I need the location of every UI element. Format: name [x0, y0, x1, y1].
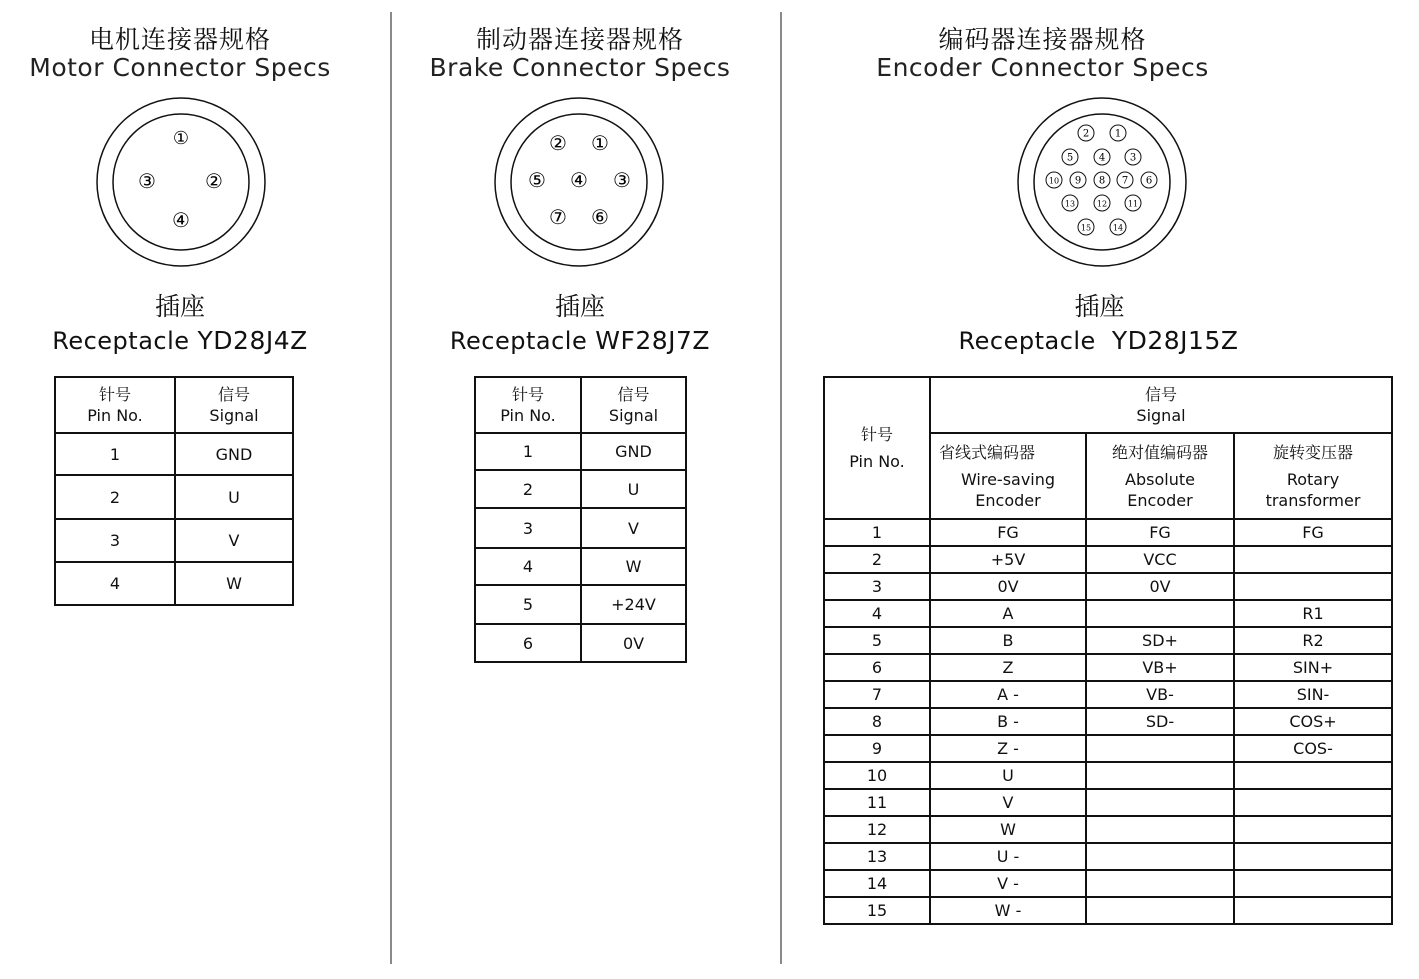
encoder-pin-8: 8: [1098, 175, 1106, 187]
table-row: [824, 708, 1392, 735]
encoder-pin-11: 11: [1127, 199, 1139, 209]
divider-left: [390, 12, 392, 964]
signal-cell: SD+: [1086, 627, 1234, 654]
column-header-wire-saving: 省线式编码器 Wire-saving Encoder: [930, 433, 1086, 519]
signal-cell: 0V: [930, 573, 1086, 600]
signal-cell: FG: [1234, 519, 1392, 546]
signal-cell: +5V: [930, 546, 1086, 573]
table-row: 4 W: [55, 562, 293, 605]
pin-cell: 14: [824, 870, 930, 897]
pin-header: 针号 Pin No.: [824, 377, 930, 519]
table-row: [824, 600, 1392, 627]
signal-cell: VB+: [1086, 654, 1234, 681]
signal-cell: COS-: [1234, 735, 1392, 762]
brake-model: WF28J7Z: [595, 326, 711, 355]
brake-title-cn: 制动器连接器规格: [475, 25, 684, 54]
brake-pin-3: ③: [613, 168, 631, 192]
pin-cell: 8: [824, 708, 930, 735]
motor-title-cn: 电机连接器规格: [88, 25, 271, 54]
encoder-pin-1: 1: [1114, 128, 1122, 140]
signal-cell: [1086, 762, 1234, 789]
brake-pin-table: [474, 376, 687, 663]
pin-cell: 7: [824, 681, 930, 708]
signal-cell: [1086, 816, 1234, 843]
motor-pin-4: ④: [172, 208, 190, 232]
table-row: 3 V: [55, 519, 293, 562]
signal-header: 信号 Signal: [175, 377, 293, 433]
encoder-pin-15: 15: [1080, 223, 1092, 233]
motor-receptacle: [0, 326, 360, 355]
table-row: [824, 870, 1392, 897]
pin-cell: 12: [824, 816, 930, 843]
encoder-connector-panel: [790, 0, 1419, 979]
brake-pin-2: ②: [549, 131, 567, 155]
signal-cell: A: [930, 600, 1086, 627]
motor-receptacle-label: Receptacle: [52, 327, 190, 355]
signal-cell: W: [930, 816, 1086, 843]
pin-cell: 3: [824, 573, 930, 600]
pin-header: 针号 Pin No.: [475, 377, 581, 433]
signal-cell: [1086, 789, 1234, 816]
signal-cell: Z -: [930, 735, 1086, 762]
motor-pin-table: [54, 376, 294, 606]
brake-receptacle: [400, 326, 760, 355]
brake-connector-panel: [400, 0, 760, 979]
pin-cell: 10: [824, 762, 930, 789]
motor-pin-1: ①: [172, 128, 190, 149]
signal-header: 信号 Signal: [581, 377, 686, 433]
encoder-pin-3: 3: [1129, 152, 1137, 164]
column-header-absolute: 绝对值编码器 Absolute Encoder: [1086, 433, 1234, 519]
signal-cell: [1234, 789, 1392, 816]
table-row: [824, 789, 1392, 816]
table-row: [824, 816, 1392, 843]
brake-receptacle-label: Receptacle: [449, 327, 588, 355]
pin-cell: 13: [824, 843, 930, 870]
signal-cell: [1086, 870, 1234, 897]
motor-title-en: Motor Connector Specs: [29, 53, 331, 82]
table-row: [824, 546, 1392, 573]
brake-pin-5: ⑤: [528, 168, 546, 192]
table-row: 1 GND: [475, 433, 686, 470]
pin-cell: 2: [824, 546, 930, 573]
table-row: [824, 735, 1392, 762]
brake-pin-1: ①: [591, 131, 609, 155]
table-row: [824, 762, 1392, 789]
encoder-title-en: Encoder Connector Specs: [876, 53, 1209, 82]
signal-cell: V: [930, 789, 1086, 816]
signal-cell: R2: [1234, 627, 1392, 654]
signal-cell: VCC: [1086, 546, 1234, 573]
brake-connector-diagram: [493, 96, 665, 268]
signal-cell: [1086, 897, 1234, 924]
motor-pin-2: ②: [205, 169, 223, 193]
motor-pin-3: ③: [138, 169, 156, 193]
signal-cell: [1234, 816, 1392, 843]
encoder-pin-5: 5: [1066, 152, 1074, 164]
signal-cell: COS+: [1234, 708, 1392, 735]
signal-cell: SIN+: [1234, 654, 1392, 681]
encoder-pin-6: 6: [1145, 175, 1153, 187]
pin-cell: 9: [824, 735, 930, 762]
encoder-pin-10: 10: [1048, 176, 1060, 186]
motor-connector-diagram: [95, 96, 267, 268]
signal-cell: [1234, 897, 1392, 924]
table-row: 2 U: [475, 470, 686, 508]
encoder-connector-diagram: [1016, 96, 1188, 268]
encoder-model: YD28J15Z: [1111, 326, 1239, 355]
motor-connector-panel: [0, 0, 360, 979]
pin-cell: 1: [824, 519, 930, 546]
signal-cell: [1234, 762, 1392, 789]
brake-receptacle-cn: 插座: [554, 292, 605, 321]
pin-cell: 5: [824, 627, 930, 654]
signal-cell: Z: [930, 654, 1086, 681]
signal-cell: [1234, 870, 1392, 897]
table-row: [824, 681, 1392, 708]
encoder-pin-12: 12: [1096, 199, 1108, 209]
table-row: [824, 573, 1392, 600]
signal-cell: [1086, 843, 1234, 870]
motor-receptacle-cn: 插座: [154, 292, 205, 321]
table-row: 4 W: [475, 548, 686, 585]
brake-pin-4: ④: [570, 168, 588, 192]
signal-cell: [1086, 735, 1234, 762]
encoder-pin-table: [823, 376, 1393, 925]
signal-cell: 0V: [1086, 573, 1234, 600]
signal-cell: [1234, 843, 1392, 870]
table-row: 2 U: [55, 475, 293, 519]
pin-cell: 15: [824, 897, 930, 924]
brake-title-en: Brake Connector Specs: [429, 53, 731, 82]
signal-cell: U -: [930, 843, 1086, 870]
encoder-pin-2: 2: [1082, 128, 1090, 140]
signal-cell: [1234, 546, 1392, 573]
signal-cell: V -: [930, 870, 1086, 897]
signal-cell: FG: [1086, 519, 1234, 546]
table-row: [824, 843, 1392, 870]
signal-cell: B: [930, 627, 1086, 654]
signal-cell: U: [930, 762, 1086, 789]
encoder-receptacle: [790, 326, 1407, 355]
signal-cell: [1086, 600, 1234, 627]
pin-cell: 4: [824, 600, 930, 627]
table-row: 6 0V: [475, 624, 686, 662]
signal-header: 信号 Signal: [930, 377, 1392, 433]
signal-cell: W -: [930, 897, 1086, 924]
divider-right: [780, 12, 782, 964]
table-row: 1 GND: [55, 433, 293, 475]
motor-model: YD28J4Z: [197, 326, 308, 355]
pin-cell: 11: [824, 789, 930, 816]
table-row: [824, 627, 1392, 654]
brake-pin-7: ⑦: [549, 205, 567, 229]
table-row: [824, 897, 1392, 924]
table-row: [824, 519, 1392, 546]
signal-cell: B -: [930, 708, 1086, 735]
table-row: 3 V: [475, 508, 686, 548]
signal-cell: SD-: [1086, 708, 1234, 735]
signal-cell: [1234, 573, 1392, 600]
encoder-pins: [1046, 125, 1157, 235]
signal-cell: FG: [930, 519, 1086, 546]
encoder-title-cn: 编码器连接器规格: [938, 25, 1147, 54]
encoder-pin-13: 13: [1064, 199, 1076, 209]
encoder-pin-4: 4: [1098, 152, 1106, 164]
encoder-pin-7: 7: [1121, 175, 1129, 187]
encoder-pin-14: 14: [1112, 223, 1124, 233]
pin-cell: 6: [824, 654, 930, 681]
signal-cell: R1: [1234, 600, 1392, 627]
pin-header: 针号 Pin No.: [55, 377, 175, 433]
encoder-receptacle-cn: 插座: [1074, 292, 1125, 321]
signal-cell: SIN-: [1234, 681, 1392, 708]
encoder-pin-9: 9: [1074, 175, 1082, 187]
table-row: [824, 654, 1392, 681]
signal-cell: A -: [930, 681, 1086, 708]
table-row: 5 +24V: [475, 585, 686, 624]
column-header-rotary: 旋转变压器 Rotary transformer: [1234, 433, 1392, 519]
signal-cell: VB-: [1086, 681, 1234, 708]
encoder-receptacle-label: Receptacle: [958, 327, 1096, 355]
brake-pin-6: ⑥: [591, 205, 609, 229]
